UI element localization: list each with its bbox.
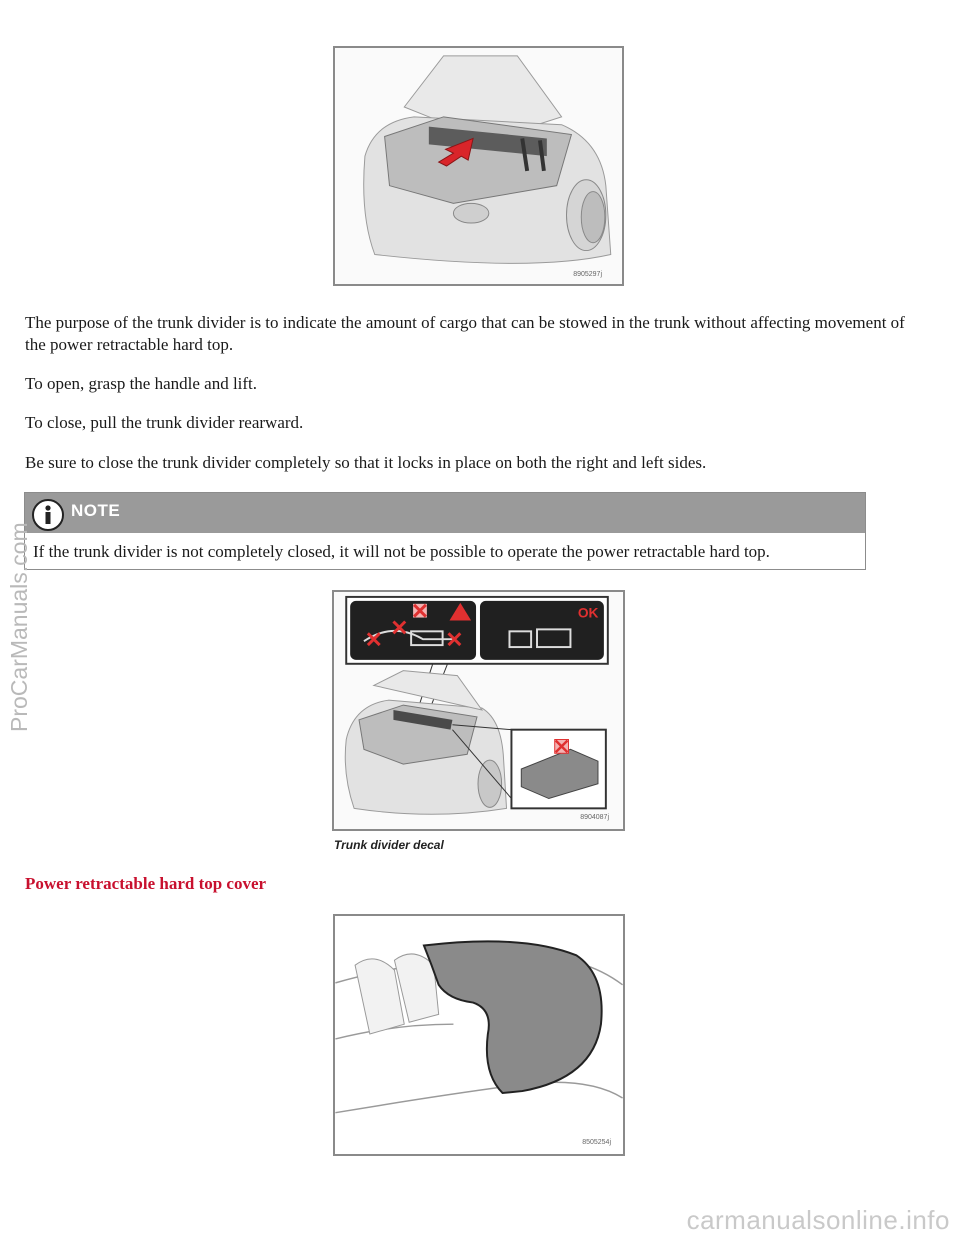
figure-code: 8904087j (580, 814, 609, 821)
hard-top-cover-illustration (335, 916, 623, 1154)
trunk-divider-figure (333, 46, 624, 286)
decal-illustration (334, 592, 623, 829)
figure-caption: Trunk divider decal (334, 838, 444, 852)
info-icon (32, 499, 64, 531)
section-heading: Power retractable hard top cover (25, 874, 267, 893)
watermark-left: ProCarManuals.com (6, 522, 32, 732)
figure-code: 8905297j (573, 271, 602, 278)
note-header (25, 493, 865, 533)
watermark-bottom: carmanualsonline.info (686, 1205, 950, 1235)
note-body: If the trunk divider is not completely closed, it will not be possible to operate the power retractable hard top. (33, 542, 770, 561)
hard-top-cover-figure (333, 914, 625, 1156)
car-trunk-illustration (335, 48, 622, 284)
note-title: NOTE (71, 501, 121, 520)
trunk-divider-decal-figure (332, 590, 625, 831)
figure-code: 8505254j (582, 1139, 611, 1146)
paragraph-purpose: The purpose of the trunk divider is to indicate the amount of cargo that can be stowed in the trunk without affecting movement of the power retractable hard top. (25, 313, 905, 354)
paragraph-close: To close, pull the trunk divider rearward. (25, 413, 304, 432)
paragraph-open: To open, grasp the handle and lift. (25, 374, 258, 393)
note-box (24, 492, 866, 570)
ok-label: OK (577, 605, 599, 621)
paragraph-lock: Be sure to close the trunk divider completely so that it locks in place on both the right and left sides. (25, 453, 707, 472)
